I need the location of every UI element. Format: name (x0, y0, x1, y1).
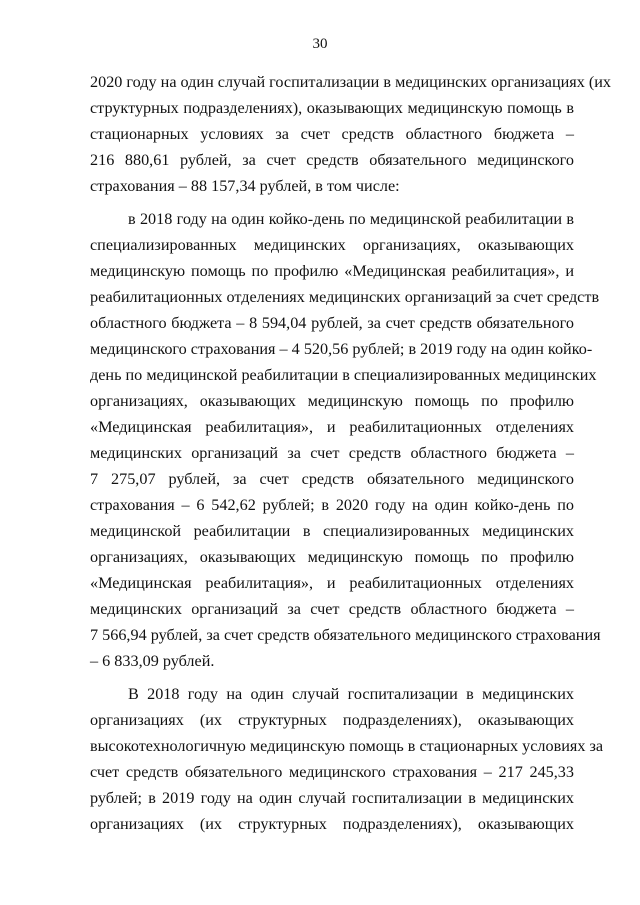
text-line: 2020 году на один случай госпитализации в медицинских организациях (их (90, 73, 612, 91)
text-line: страхования – 6 542,62 рублей; в 2020 году на один койко-день по (90, 496, 574, 514)
text-line: структурных подразделениях), оказывающих медицинскую помощь в (90, 99, 574, 117)
text-line: в 2018 году на один койко-день по медицинской реабилитации в (128, 210, 574, 228)
text-line: рублей; в 2019 году на один случай госпитализации в медицинских (90, 789, 574, 807)
paragraph-continuation (90, 69, 612, 199)
text-line: 216 880,61 рублей, за счет средств обязательного медицинского (90, 151, 574, 169)
text-line: «Медицинская реабилитация», и реабилитационных отделениях (90, 574, 574, 592)
text-line: организациях, оказывающих медицинскую помощь по профилю (90, 392, 574, 410)
text-line: счет средств обязательного медицинского страхования – 217 245,33 (90, 763, 574, 781)
text-line: организациях, оказывающих медицинскую помощь по профилю (90, 548, 574, 566)
text-line: организациях (их структурных подразделениях), оказывающих (90, 815, 574, 833)
text-line: организациях (их структурных подразделениях), оказывающих (90, 711, 574, 729)
paragraph-spacer (90, 199, 574, 206)
text-line: медицинскую помощь по профилю «Медицинская реабилитация», и (90, 262, 574, 280)
paragraph-spacer (90, 674, 574, 681)
text-line: высокотехнологичную медицинскую помощь в стационарных условиях за (90, 737, 604, 755)
paragraph-high-tech-care (90, 681, 604, 837)
text-line: медицинских организаций за счет средств областного бюджета – (90, 600, 574, 618)
page-number: 30 (312, 36, 328, 52)
text-line: стационарных условиях за счет средств областного бюджета – (90, 125, 574, 143)
text-line: медицинской реабилитации в специализированных медицинских (90, 522, 574, 540)
text-line: реабилитационных отделениях медицинских организаций за счет средств (90, 288, 600, 306)
text-line: день по медицинской реабилитации в специализированных медицинских (90, 366, 597, 384)
text-line: медицинского страхования – 4 520,56 рублей; в 2019 году на один койко- (90, 340, 593, 358)
text-line: 7 275,07 рублей, за счет средств обязательного медицинского (90, 470, 574, 488)
text-line: – 6 833,09 рублей. (90, 652, 215, 670)
text-line: «Медицинская реабилитация», и реабилитационных отделениях (90, 418, 574, 436)
text-line: 7 566,94 рублей, за счет средств обязательного медицинского страхования (90, 626, 601, 644)
text-line: специализированных медицинских организациях, оказывающих (90, 236, 574, 254)
paragraph-rehabilitation (90, 206, 601, 674)
text-line: медицинских организаций за счет средств областного бюджета – (90, 444, 574, 462)
text-line: В 2018 году на один случай госпитализации в медицинских (128, 685, 574, 703)
text-line: страхования – 88 157,34 рублей, в том числе: (90, 177, 400, 195)
text-line: областного бюджета – 8 594,04 рублей, за счет средств обязательного (90, 314, 574, 332)
document-body (90, 69, 612, 837)
